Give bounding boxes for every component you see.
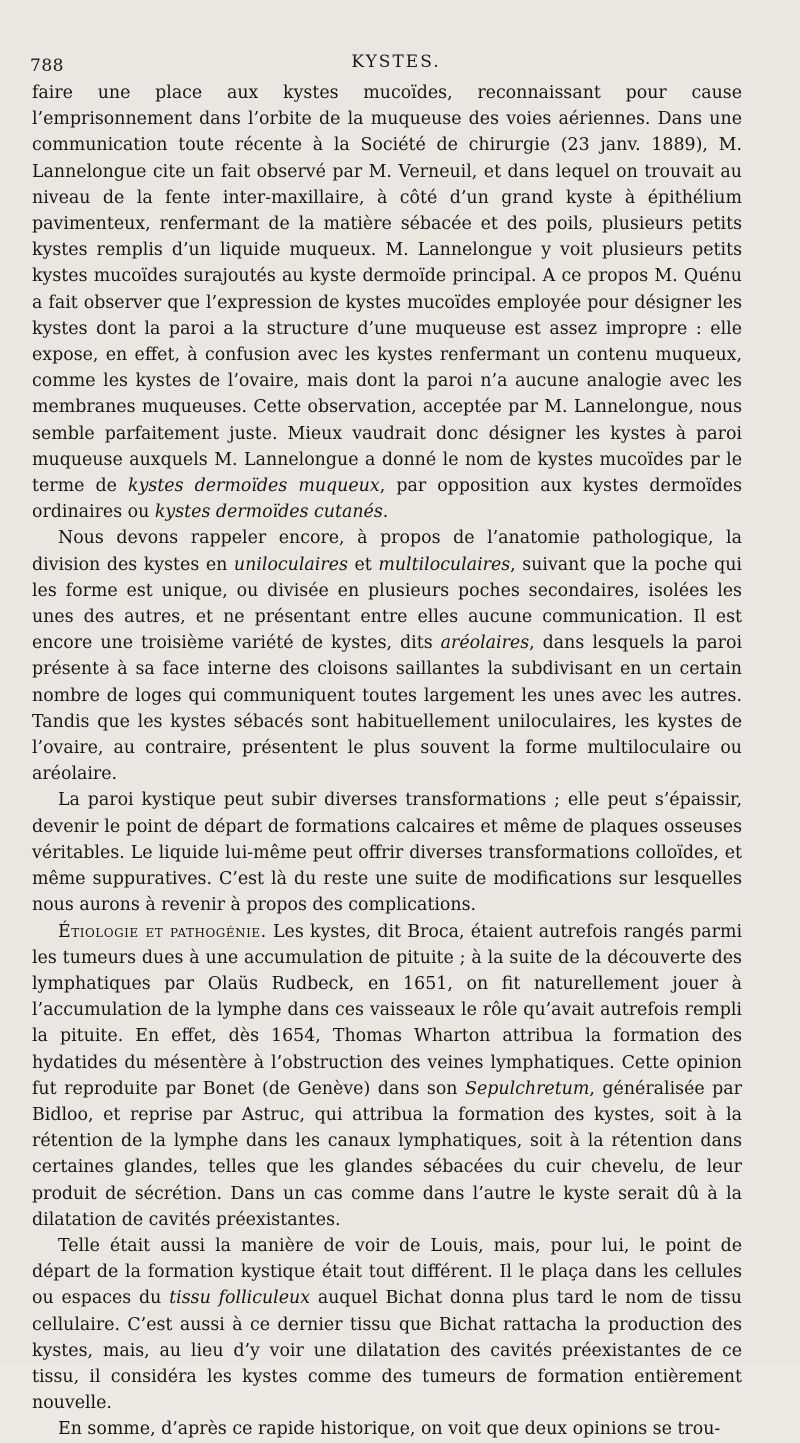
text-run: et (347, 554, 379, 575)
text-run: , généralisée par Bidloo, et reprise par Astruc, qui attribua la formation des kystes, soit à la rétention de la lymphe dans les canaux lymphatiques, soit à la rétention dans certaines glandes, telles que les glandes sébacées du cuir chevelu, de leur produit de sécrétion. Dans un cas comme dans l’autre le kyste serait dû à la dilatation de cavités préexistantes. (32, 1078, 742, 1230)
text-run: , suivant que la poche qui les forme est unique, ou divisée en plusieurs poches secondaires, isolées les unes des autres, et ne présentant entre elles aucune communication. Il est encore une troisième variété de kystes, dits (32, 554, 742, 654)
italic-term: kystes dermoïdes muqueux (128, 476, 380, 497)
italic-term: uniloculaires (233, 554, 348, 575)
paragraph (32, 1416, 742, 1442)
paragraph (32, 1233, 742, 1416)
italic-term: multiloculaires (378, 554, 511, 575)
paragraph (32, 525, 742, 787)
italic-term: Sepulchretum (465, 1078, 590, 1099)
page-header (30, 50, 762, 76)
text-run: Les kystes, dit Broca, étaient autrefois rangés parmi les tumeurs dues à une accumulation de pituite ; à la suite de la découverte des lymphatiques par Olaüs Rudbeck, en 1651, on fit naturellement jouer à l’accumulation de la lymphe dans ces vaisseaux le rôle qu’avait autrefois rempli la pituite. En effet, dès 1654, Thomas Wharton attribua la formation des hydatides du mésentère à l’obstruction des veines lymphatiques. Cette opinion fut reproduite par Bonet (de Genève) dans son (32, 921, 743, 1099)
body-text (32, 80, 742, 1443)
text-run: . (382, 502, 389, 523)
paragraph (32, 787, 742, 918)
running-head: KYSTES. (351, 52, 441, 72)
text-run: En somme, d’après ce rapide historique, on voit que deux opinions se trou- (58, 1419, 721, 1440)
section-heading: Étiologie et pathogénie. (58, 921, 267, 942)
italic-term: kystes dermoïdes cutanés (154, 502, 383, 523)
italic-term: tissu folliculeux (169, 1288, 311, 1309)
paragraph (32, 80, 742, 525)
text-run: , dans lesquels la paroi présente à sa face interne des cloisons saillantes la subdivisant en un certain nombre de loges qui communiquent toutes largement les unes avec les autres. Tandis que les kystes sébacés sont habituellement uniloculaires, les kystes de l’ovaire, au contraire, présentent le plus souvent la forme multiloculaire ou aréolaire. (32, 633, 743, 785)
text-run: Nous devons rappeler encore, à propos de l’anatomie pathologique, la division des kystes en (32, 528, 742, 575)
text-run: faire une place aux kystes mucoïdes, reconnaissant pour cause l’emprisonnement dans l’orbite de la muqueuse des voies aériennes. Dans une communication toute récente à la Société de chirurgie (23 janv. 1889), M. Lannelongue cite un fait observé par M. Verneuil, et dans lequel on trouvait au niveau de la fente inter-maxillaire, à côté d’un grand kyste à épithélium pavimenteux, renfermant de la matière sébacée et des poils, plusieurs petits kystes remplis d’un liquide muqueux. M. Lannelongue y voit plusieurs petits kystes mucoïdes surajoutés au kyste dermoïde principal. A ce propos M. Quénu a fait observer que l’expression de kystes mucoïdes employée pour désigner les kystes dont la paroi a la structure d’une muqueuse est assez impropre : elle expose, en effet, à confusion avec les kystes renfermant un contenu muqueux, comme les kystes de l’ovaire, mais dont la paroi n’a aucune analogie avec les membranes muqueuses. Cette observation, acceptée par M. Lannelongue, nous semble parfaitement juste. Mieux vaudrait donc désigner les kystes à paroi muqueuse auxquels M. Lannelongue a donné le nom de kystes mucoïdes par le terme de (32, 83, 742, 497)
text-run: auquel Bichat donna plus tard le nom de tissu cellulaire. C’est aussi à ce dernier tissu que Bichat rattacha la production des kystes, mais, au lieu d’y voir une dilatation des cavités préexistantes de ce tissu, il considéra les kystes comme des tumeurs de formation entièrement nouvelle. (32, 1288, 742, 1414)
text-run: La paroi kystique peut subir diverses transformations ; elle peut s’épaissir, devenir le point de départ de formations calcaires et même de plaques osseuses véritables. Le liquide lui-même peut offrir diverses transformations colloïdes, et même suppuratives. C’est là du reste une suite de modifications sur lesquelles nous aurons à revenir à propos des complications. (32, 790, 742, 916)
italic-term: aréolaires (440, 633, 530, 654)
paragraph (32, 919, 742, 1233)
page-number: 788 (30, 56, 64, 76)
text-run: , par opposition aux kystes dermoïdes ordinaires ou (32, 476, 742, 523)
text-run: Telle était aussi la manière de voir de Louis, mais, pour lui, le point de départ de la formation kystique était tout différent. Il le plaça dans les cellules ou espaces du (32, 1235, 742, 1309)
